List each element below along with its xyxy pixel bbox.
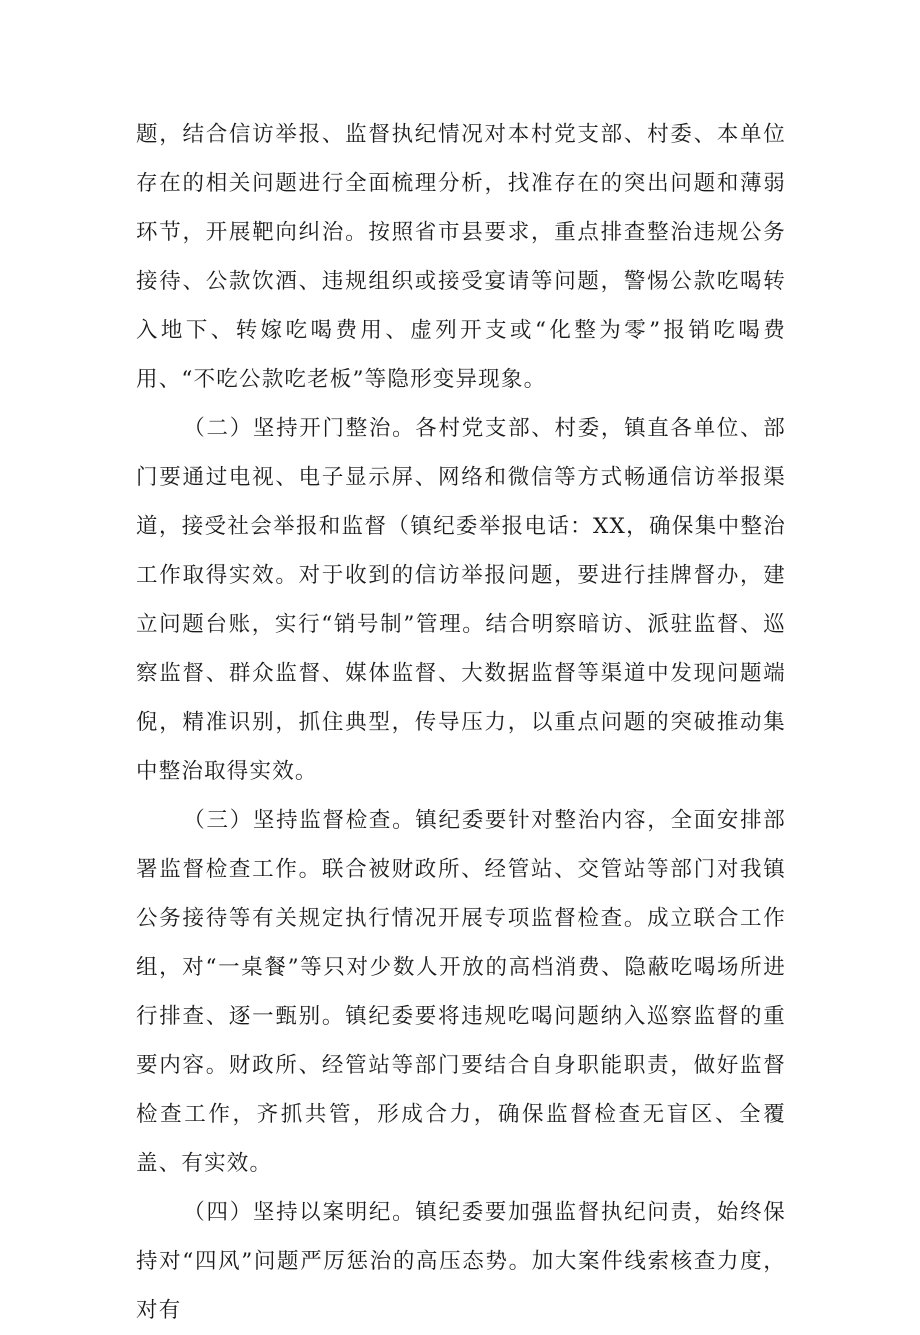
paragraph-supervision-inspection: （三）坚持监督检查。镇纪委要针对整治内容，全面安排部署监督检查工作。联合被财政所、经管站、交管站等部门对我镇公务接待等有关规定执行情况开展专项监督检查。成立联合工作组，对“一桌餐”等只对少数人开放的高档消费、隐蔽吃喝场所进行排查、逐一甄别。镇纪委要将违规吃喝问题纳入巡察监督的重要内容。财政所、经管站等部门要结合自身职能职责，做好监督检查工作，齐抓共管，形成合力，确保监督检查无盲区、全覆盖、有实效。 <box>136 808 786 1176</box>
document-body <box>136 110 786 1335</box>
paragraph-continued: 题，结合信访举报、监督执纪情况对本村党支部、村委、本单位存在的相关问题进行全面梳理分析，找准存在的突出问题和薄弱环节，开展靶向纠治。按照省市县要求，重点排查整治违规公务接待、公款饮酒、违规组织或接受宴请等问题，警惕公款吃喝转入地下、转嫁吃喝费用、虚列开支或“化整为零”报销吃喝费用、“不吃公款吃老板”等隐形变异现象。 <box>136 122 786 392</box>
paragraph-open-rectification: （二）坚持开门整治。各村党支部、村委，镇直各单位、部门要通过电视、电子显示屏、网络和微信等方式畅通信访举报渠道，接受社会举报和监督（镇纪委举报电话：XX，确保集中整治工作取得实效。对于收到的信访举报问题，要进行挂牌督办，建立问题台账，实行“销号制”管理。结合明察暗访、派驻监督、巡察监督、群众监督、媒体监督、大数据监督等渠道中发现问题端倪，精准识别，抓住典型，传导压力，以重点问题的突破推动集中整治取得实效。 <box>136 416 786 784</box>
paragraph-case-discipline: （四）坚持以案明纪。镇纪委要加强监督执纪问责，始终保持对“四风”问题严厉惩治的高压态势。加大案件线索核查力度，对有 <box>136 1200 786 1323</box>
